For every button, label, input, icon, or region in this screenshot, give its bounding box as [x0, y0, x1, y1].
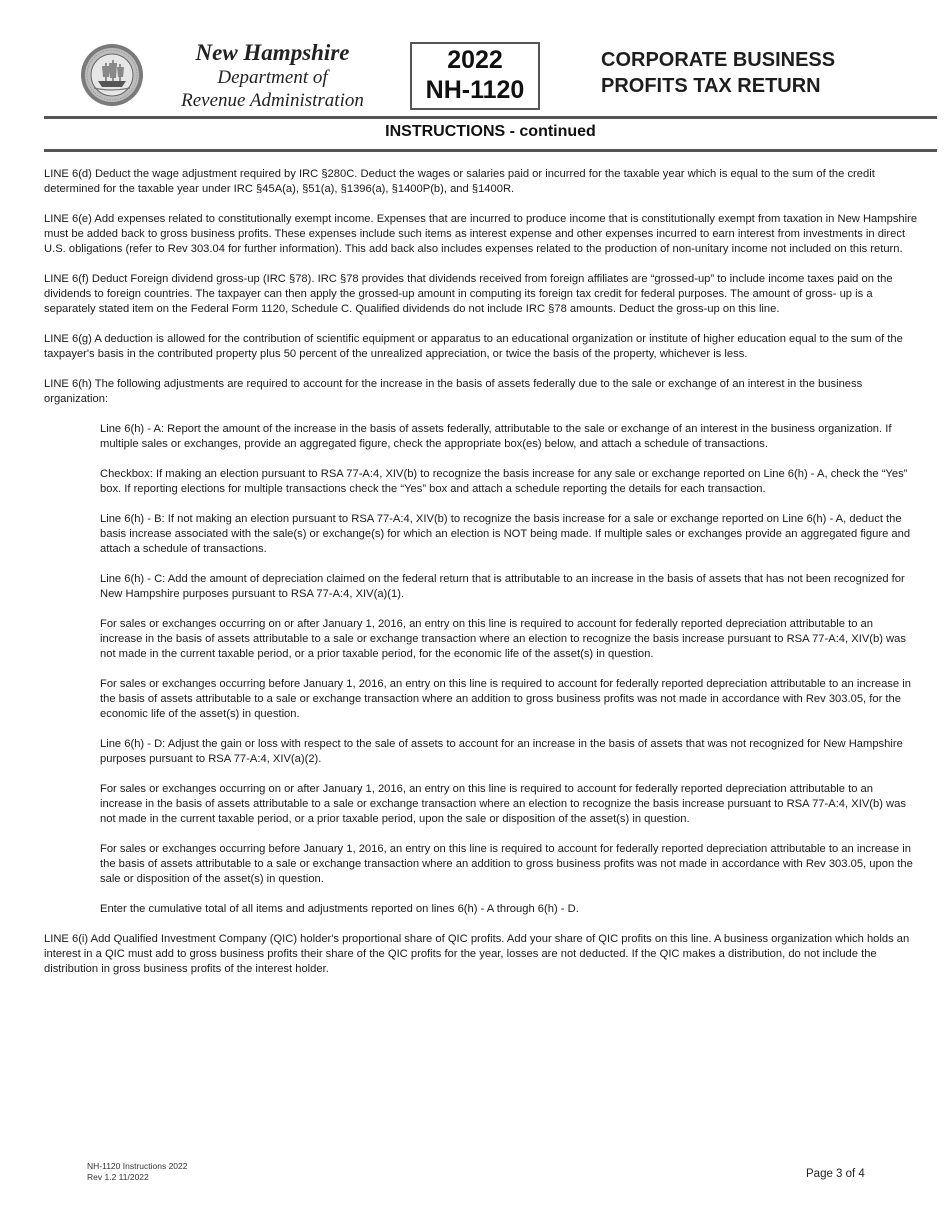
header-rule-top — [44, 116, 937, 119]
page-number: Page 3 of 4 — [806, 1168, 865, 1180]
line-6h-total: Enter the cumulative total of all items and adjustments reported on lines 6(h) - A through 6(h) - D. — [100, 903, 579, 915]
footer-doc-name: NH-1120 Instructions 2022 — [87, 1161, 188, 1171]
department-line-2: Revenue Administration — [181, 90, 364, 111]
paragraph-line-6d: LINE 6(d) Deduct the wage adjustment required by IRC §280C. Deduct the wages or salaries paid or incurred for the taxable year which is equal to the sum of the credit determined for the taxable year under IRC §45A(a), §51(a), §1396(a), §1400P(b), and §1400R. — [44, 168, 875, 195]
agency-name — [160, 40, 385, 112]
form-title-line-1: CORPORATE BUSINESS — [601, 49, 836, 71]
section-title: INSTRUCTIONS - continued — [385, 123, 596, 140]
line-6h-c-after-2016: For sales or exchanges occurring on or after January 1, 2016, an entry on this line is required to account for federally reported depreciation attributable to an increase in the basis of assets attributable to a sale or exchange transaction where an election to recognize the basis increase pursuant to RSA 77-A:4, XIV(b) was not made in the current taxable period, or a prior taxable period, for the economic life of the asset(s) in question. — [100, 618, 906, 660]
state-name: New Hampshire — [195, 40, 350, 65]
line-6h-a: Line 6(h) - A: Report the amount of the increase in the basis of assets federally, attributable to the sale or exchange of an interest in the business organization. If multiple sales or exchanges, provide an aggregated figure, check the appropriate box(es) below, and attach a schedule of transactions. — [100, 423, 892, 450]
form-year: 2022 — [447, 46, 503, 74]
line-6h-b: Line 6(h) - B: If not making an election pursuant to RSA 77-A:4, XIV(b) to recognize the basis increase for a sale or exchange reported on Line 6(h) - A, deduct the basis increase associated with the sale(s) or exchange(s) for which an election is NOT being made. If multiple sales or exchanges provide an aggregated figure and attach a schedule of transactions. — [100, 513, 911, 555]
form-title-line-2: PROFITS TAX RETURN — [601, 75, 821, 97]
line-6h-c-before-2016: For sales or exchanges occurring before January 1, 2016, an entry on this line is required to account for federally reported depreciation attributable to an increase in the basis of assets attributable to a sale or exchange transaction where an addition to gross business profits was not made in accordance with Rev 303.05, for the economic life of the asset(s) in question. — [100, 678, 911, 720]
form-id-box — [410, 42, 540, 110]
line-6h-d-after-2016: For sales or exchanges occurring on or after January 1, 2016, an entry on this line is required to account for federally reported depreciation attributable to an increase in the basis of assets attributable to a sale or exchange transaction where an election to recognize the basis increase pursuant to RSA 77-A:4, XIV(b) was not made in the current taxable period, or a prior taxable period, upon the sale or disposition of the asset(s) in question. — [100, 783, 906, 825]
paragraph-line-6f: LINE 6(f) Deduct Foreign dividend gross-up (IRC §78). IRC §78 provides that dividends received from foreign affiliates are “grossed-up” to include income taxes paid on the dividends to foreign countries. The taxpayer can then apply the grossed-up amount in computing its foreign tax credit for federal purposes. The amount of gross- up is a separately stated item on the Federal Form 1120, Schedule C. Qualified dividends do not include IRC §78 amounts. Deduct the gross-up on this line. — [44, 273, 893, 315]
footer-doc-info — [87, 1161, 187, 1183]
line-6h-d-before-2016: For sales or exchanges occurring before January 1, 2016, an entry on this line is required to account for federally reported depreciation attributable to an increase in the basis of assets attributable to a sale or exchange transaction where an addition to gross business profits was not made in accordance with Rev 303.05, upon the sale or disposition of the asset(s) in question. — [100, 843, 913, 885]
header-rule-bottom — [44, 149, 937, 152]
form-number: NH-1120 — [425, 76, 525, 104]
paragraph-line-6g: LINE 6(g) A deduction is allowed for the contribution of scientific equipment or apparatus to an educational organization or institute of higher education equal to the sum of the taxpayer's basis in the contributed property plus 50 percent of the unrealized appreciation, or twice the basis of the property, whichever is less. — [44, 333, 903, 360]
paragraph-line-6i: LINE 6(i) Add Qualified Investment Company (QIC) holder's proportional share of QIC profits. Add your share of QIC profits on this line. A business organization which holds an interest in a QIC must add to gross business profits their share of the QIC profits for the year, losses are not deducted. If the QIC makes a distribution, do not include the distribution in gross business profits of the interest holder. — [44, 933, 910, 975]
footer-revision: Rev 1.2 11/2022 — [87, 1172, 149, 1182]
paragraph-line-6h: LINE 6(h) The following adjustments are required to account for the increase in the basis of assets federally due to the sale or exchange of an interest in the business organization: — [44, 378, 863, 405]
paragraph-line-6e: LINE 6(e) Add expenses related to constitutionally exempt income. Expenses that are incurred to produce income that is constitutionally exempt from taxation in New Hampshire must be added back to gross business profits. These expenses include such items as interest expense and other expenses incurred to earn interest from investments in direct U.S. obligations (refer to Rev 303.04 for further information). This add back also includes expenses related to the production of non-unitary income not included on this return. — [44, 213, 918, 255]
line-6h-checkbox: Checkbox: If making an election pursuant to RSA 77-A:4, XIV(b) to recognize the basis increase for any sale or exchange reported on Line 6(h) - A, check the “Yes” box. If reporting elections for multiple transactions check the “Yes” box and attach a schedule reporting the details for each transaction. — [100, 468, 908, 495]
instructions-body — [44, 167, 918, 992]
line-6h-c: Line 6(h) - C: Add the amount of depreciation claimed on the federal return that is attributable to an increase in the basis of assets that has not been recognized for New Hampshire purposes pursuant to RSA 77-A:4, XIV(a)(1). — [100, 573, 905, 600]
state-seal-icon — [80, 43, 144, 107]
form-title — [601, 47, 901, 99]
department-line-1: Department of — [217, 67, 328, 88]
line-6h-d: Line 6(h) - D: Adjust the gain or loss with respect to the sale of assets to account for an increase in the basis of assets that was not recognized for New Hampshire purposes pursuant to RSA 77-A:4, XIV(a)(2). — [100, 738, 903, 765]
